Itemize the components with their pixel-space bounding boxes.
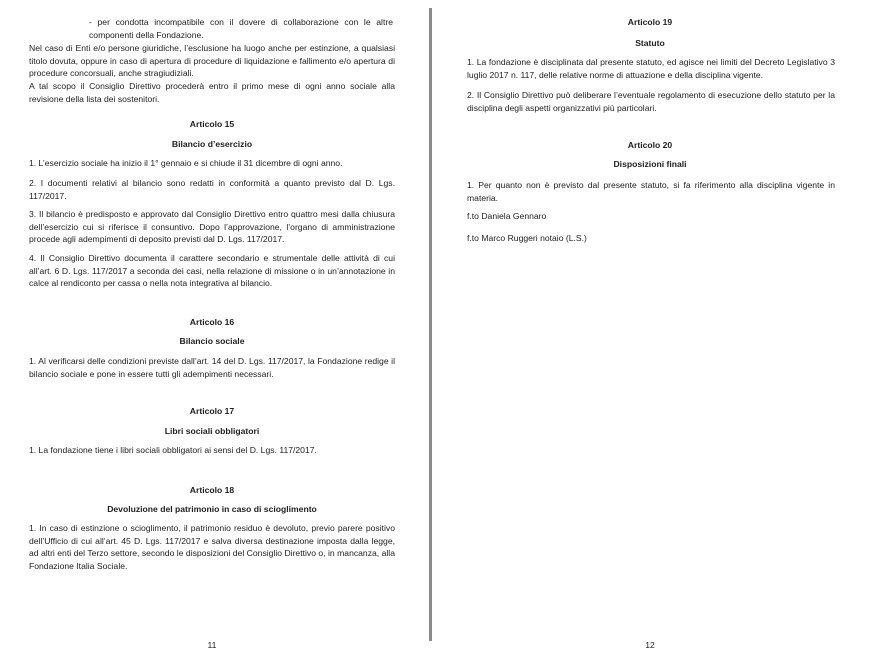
- article-20-heading: Articolo 20: [627, 140, 673, 150]
- paragraph-revision: A tal scopo il Consiglio Direttivo procederà entro il primo mese di ogni anno sociale alla revisione della lista dei sostenitori.: [29, 81, 395, 104]
- article-15-paragraph-1: 1. L’esercizio sociale ha inizio il 1° gennaio e si chiude il 31 dicembre di ogni anno.: [29, 158, 343, 168]
- article-19-title: Statuto: [635, 38, 665, 48]
- article-15-heading: Articolo 15: [189, 119, 235, 129]
- article-15-title: Bilancio d’esercizio: [171, 139, 253, 149]
- article-16-title: Bilancio sociale: [179, 336, 245, 346]
- article-19-heading: Articolo 19: [627, 17, 673, 27]
- bullet-conduct: - per condotta incompatibile con il dovere di collaborazione con le altre componenti della Fondazione.: [89, 17, 393, 40]
- page-right: [433, 0, 870, 654]
- article-18-paragraph-1: 1. In caso di estinzione o scioglimento, il patrimonio residuo è devoluto, previo parere positivo dell’Ufficio di cui all’art. 45 D. Lgs. 117/2017 e salva diversa destinazione imposta dalla legge, ad altri enti del Terzo settore, secondo le disposizioni del Consiglio Direttivo o, in mancanza, alla Fondazione Italia Sociale.: [29, 523, 395, 571]
- article-18-heading: Articolo 18: [189, 485, 235, 495]
- signature-daniela-gennaro: f.to Daniela Gennaro: [467, 211, 547, 221]
- article-20-title: Disposizioni finali: [613, 159, 687, 169]
- article-19-paragraph-1: 1. La fondazione è disciplinata dal presente statuto, ed agisce nei limiti del Decreto Legislativo 3 luglio 2017 n. 117, delle relative norme di attuazione e della disciplina vigente.: [467, 57, 835, 80]
- article-16-heading: Articolo 16: [189, 317, 235, 327]
- article-15-paragraph-2: 2. I documenti relativi al bilancio sono redatti in conformità a quanto previsto dal D. Lgs. 117/2017.: [29, 178, 395, 201]
- article-15-paragraph-3: 3. Il bilancio è predisposto e approvato dal Consiglio Direttivo entro quattro mesi dalla chiusura dell’esercizio cui si riferisce il consuntivo. Dopo l’approvazione, l’organo di amministrazione procede agli adempimenti di deposito previsti dal D. Lgs. 117/2017.: [29, 209, 395, 245]
- article-16-paragraph-1: 1. Al verificarsi delle condizioni previste dall’art. 14 del D. Lgs. 117/2017, la Fondazione redige il bilancio sociale e pone in essere tutti gli adempimenti necessari.: [29, 356, 395, 379]
- article-17-heading: Articolo 17: [189, 406, 235, 416]
- article-17-title: Libri sociali obbligatori: [164, 426, 260, 436]
- signature-marco-ruggeri: f.to Marco Ruggeri notaio (L.S.): [467, 233, 587, 243]
- paragraph-enti-exclusion: Nel caso di Enti e/o persone giuridiche, l’esclusione ha luogo anche per estinzione, a qualsiasi titolo dovuta, oppure in caso di apertura di procedure di liquidazione e fallimento e/o apertura di procedure concorsuali, anche stragiudiziali.: [29, 43, 395, 79]
- article-19-paragraph-2: 2. Il Consiglio Direttivo può deliberare l’eventuale regolamento di esecuzione dello statuto per la disciplina degli aspetti organizzativi più particolari.: [467, 90, 835, 113]
- article-20-paragraph-1: 1. Per quanto non è previsto dal presente statuto, si fa riferimento alla disciplina vigente in materia.: [467, 180, 835, 203]
- page-number-right: 12: [645, 639, 655, 650]
- article-17-paragraph-1: 1. La fondazione tiene i libri sociali obbligatori ai sensi del D. Lgs. 117/2017.: [29, 445, 317, 455]
- article-18-title: Devoluzione del patrimonio in caso di scioglimento: [107, 504, 317, 514]
- page-divider: [429, 8, 432, 641]
- article-15-paragraph-4: 4. Il Consiglio Direttivo documenta il carattere secondario e strumentale delle attività di cui all’art. 6 D. Lgs. 117/2017 a seconda dei casi, nella relazione di missione o in un’annotazione in calce al rendiconto per cassa o nella nota integrativa al bilancio.: [29, 253, 395, 289]
- page-left: [0, 0, 431, 654]
- page-number-left: 11: [207, 639, 217, 650]
